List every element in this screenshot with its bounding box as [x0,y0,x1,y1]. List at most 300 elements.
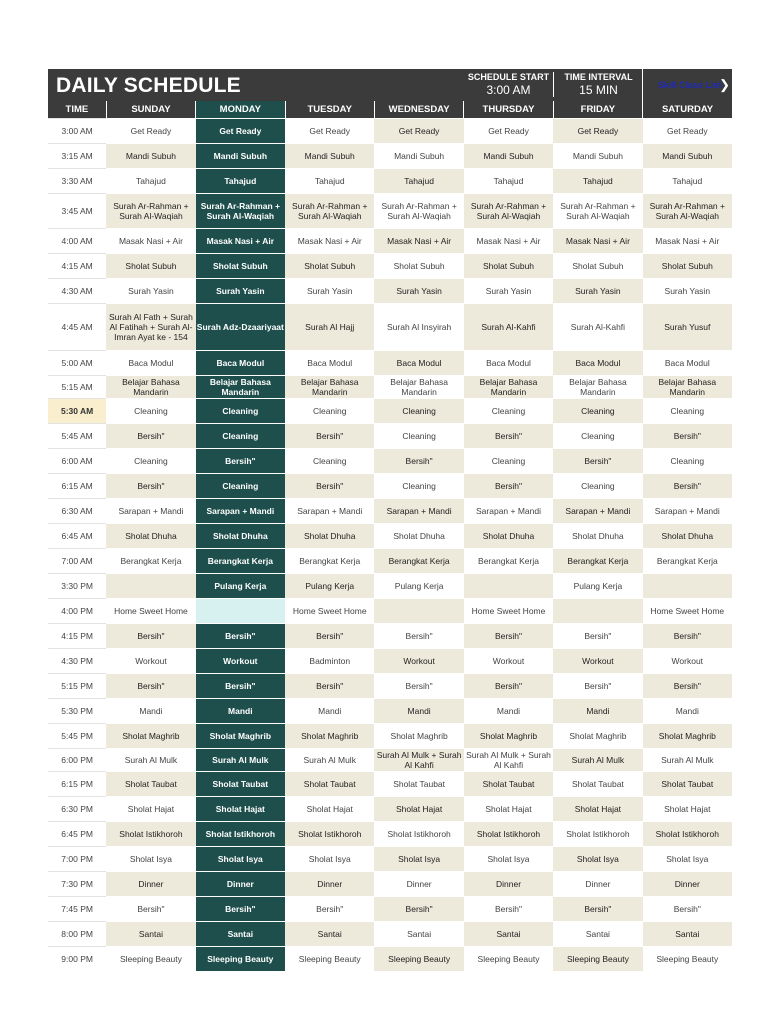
schedule-cell[interactable]: Cleaning [285,449,374,474]
schedule-cell[interactable]: Mandi [374,699,463,724]
schedule-cell[interactable]: Bersih" [106,897,195,922]
schedule-cell[interactable]: Sholat Isya [553,847,642,872]
schedule-cell[interactable]: Surah Al Mulk + Surah Al Kahfi [374,749,463,772]
schedule-cell[interactable]: Sholat Isya [196,847,285,872]
schedule-cell[interactable]: Sleeping Beauty [374,947,463,972]
schedule-cell[interactable]: Bersih" [643,624,732,649]
schedule-cell[interactable]: Sleeping Beauty [285,947,374,972]
schedule-cell[interactable]: Belajar Bahasa Mandarin [464,376,553,399]
schedule-cell[interactable]: Surah Al Mulk [285,749,374,772]
schedule-cell[interactable]: Get Ready [643,119,732,144]
table-row [48,424,732,449]
schedule-cell[interactable]: Bersih" [643,897,732,922]
schedule-cell[interactable]: Sholat Subuh [643,254,732,279]
schedule-cell[interactable]: Surah Ar-Rahman + Surah Al-Waqiah [643,194,732,229]
time-cell: 6:15 AM [48,474,106,499]
schedule-cell[interactable]: Berangkat Kerja [553,549,642,574]
title-bar [48,69,732,101]
schedule-cell[interactable]: Santai [553,922,642,947]
column-header-wednesday: WEDNESDAY [374,101,463,119]
schedule-cell[interactable]: Dinner [464,872,553,897]
time-cell: 7:00 AM [48,549,106,574]
schedule-cell[interactable]: Belajar Bahasa Mandarin [553,376,642,399]
schedule-cell[interactable]: Tahajud [643,169,732,194]
schedule-cell[interactable]: Bersih" [553,449,642,474]
table-row [48,549,732,574]
skill-class-list-label[interactable]: Skill Class List [658,80,722,90]
schedule-cell[interactable]: Home Sweet Home [285,599,374,624]
schedule-cell[interactable]: Bersih" [374,674,463,699]
time-cell: 4:00 PM [48,599,106,624]
schedule-cell[interactable]: Bersih" [374,624,463,649]
schedule-cell[interactable]: Sholat Istikhoroh [643,822,732,847]
schedule-cell[interactable]: Cleaning [643,449,732,474]
schedule-cell[interactable]: Sholat Dhuha [464,524,553,549]
schedule-cell[interactable]: Cleaning [553,399,642,424]
table-row [48,724,732,749]
time-cell: 6:00 PM [48,749,106,772]
table-row [48,797,732,822]
schedule-cell[interactable]: Sholat Istikhoroh [374,822,463,847]
schedule-cell[interactable]: Surah Yasin [643,279,732,304]
schedule-cell[interactable]: Sholat Subuh [374,254,463,279]
column-header-tuesday: TUESDAY [285,101,374,119]
chevron-right-icon[interactable]: ❯ [719,77,730,92]
schedule-cell[interactable]: Masak Nasi + Air [464,229,553,254]
schedule-cell[interactable]: Cleaning [553,424,642,449]
schedule-cell[interactable]: Sleeping Beauty [464,947,553,972]
schedule-cell[interactable]: Sleeping Beauty [553,947,642,972]
schedule-cell[interactable]: Baca Modul [374,351,463,376]
schedule-cell[interactable]: Bersih" [196,624,285,649]
schedule-cell[interactable]: Workout [464,649,553,674]
schedule-cell[interactable]: Sholat Maghrib [374,724,463,749]
schedule-cell[interactable]: Get Ready [196,119,285,144]
schedule-cell[interactable]: Dinner [196,872,285,897]
schedule-cell[interactable]: Surah Al-Kahfi [553,304,642,351]
schedule-cell[interactable]: Bersih" [464,624,553,649]
schedule-cell[interactable]: Surah Al Hajj [285,304,374,351]
schedule-cell[interactable]: Cleaning [374,424,463,449]
schedule-cell[interactable]: Sholat Dhuha [106,524,195,549]
schedule-cell[interactable]: Sholat Dhuha [643,524,732,549]
time-interval-value[interactable]: 15 MIN [579,83,618,97]
column-header-time: TIME [48,101,106,119]
schedule-cell[interactable]: Get Ready [374,119,463,144]
schedule-cell[interactable]: Mandi Subuh [106,144,195,169]
schedule-cell[interactable]: Mandi [196,699,285,724]
schedule-cell[interactable]: Home Sweet Home [106,599,195,624]
time-interval [553,72,643,97]
schedule-cell[interactable]: Santai [196,922,285,947]
schedule-cell[interactable]: Sarapan + Mandi [374,499,463,524]
schedule-cell[interactable]: Cleaning [553,474,642,499]
schedule-cell[interactable]: Bersih" [106,424,195,449]
schedule-cell[interactable]: Cleaning [285,399,374,424]
schedule-cell[interactable]: Sholat Istikhoroh [285,822,374,847]
schedule-cell[interactable]: Dinner [106,872,195,897]
schedule-cell[interactable]: Mandi Subuh [196,144,285,169]
time-cell: 4:15 AM [48,254,106,279]
schedule-cell[interactable]: Sholat Subuh [106,254,195,279]
schedule-cell[interactable]: Home Sweet Home [464,599,553,624]
schedule-cell[interactable]: Masak Nasi + Air [106,229,195,254]
schedule-cell[interactable]: Cleaning [196,474,285,499]
table-row [48,699,732,724]
schedule-cell[interactable]: Bersih" [106,674,195,699]
schedule-cell[interactable] [196,599,285,624]
schedule-cell[interactable]: Belajar Bahasa Mandarin [106,376,195,399]
table-row [48,872,732,897]
time-cell: 3:15 AM [48,144,106,169]
schedule-cell[interactable]: Cleaning [374,399,463,424]
schedule-cell[interactable]: Bersih" [196,897,285,922]
schedule-cell[interactable]: Sholat Subuh [196,254,285,279]
schedule-cell[interactable]: Sholat Dhuha [285,524,374,549]
schedule-cell[interactable] [106,574,195,599]
schedule-cell[interactable]: Cleaning [374,474,463,499]
time-cell: 5:15 AM [48,376,106,399]
table-row [48,674,732,699]
schedule-cell[interactable]: Sholat Dhuha [553,524,642,549]
schedule-cell[interactable]: Bersih" [196,449,285,474]
schedule-cell[interactable]: Sholat Istikhoroh [553,822,642,847]
schedule-cell[interactable]: Cleaning [196,424,285,449]
schedule-cell[interactable]: Belajar Bahasa Mandarin [196,376,285,399]
time-cell: 6:30 PM [48,797,106,822]
schedule-cell[interactable]: Bersih" [285,897,374,922]
schedule-cell[interactable]: Bersih" [464,674,553,699]
schedule-cell[interactable]: Baca Modul [553,351,642,376]
schedule-cell[interactable]: Sleeping Beauty [643,947,732,972]
schedule-cell[interactable]: Sholat Taubat [196,772,285,797]
schedule-cell[interactable] [553,599,642,624]
table-row [48,897,732,922]
schedule-cell[interactable]: Mandi Subuh [464,144,553,169]
schedule-cell[interactable]: Surah Al Mulk [106,749,195,772]
schedule-cell[interactable]: Masak Nasi + Air [643,229,732,254]
schedule-cell[interactable]: Sleeping Beauty [196,947,285,972]
table-row [48,922,732,947]
schedule-cell[interactable]: Surah Al Mulk + Surah Al Kahfi [464,749,553,772]
schedule-cell[interactable]: Sarapan + Mandi [106,499,195,524]
schedule-cell[interactable]: Surah Ar-Rahman + Surah Al-Waqiah [285,194,374,229]
schedule-cell[interactable]: Dinner [553,872,642,897]
time-cell: 6:00 AM [48,449,106,474]
schedule-cell[interactable]: Mandi [285,699,374,724]
schedule-cell[interactable]: Sholat Subuh [285,254,374,279]
schedule-cell[interactable]: Sholat Hajat [553,797,642,822]
schedule-cell[interactable]: Get Ready [553,119,642,144]
schedule-cell[interactable]: Cleaning [106,449,195,474]
schedule-cell[interactable]: Cleaning [464,399,553,424]
column-header-thursday: THURSDAY [464,101,553,119]
table-row [48,399,732,424]
schedule-cell[interactable]: Sarapan + Mandi [464,499,553,524]
schedule-cell[interactable]: Bersih" [553,674,642,699]
schedule-cell[interactable]: Dinner [374,872,463,897]
schedule-cell[interactable]: Surah Al Mulk [553,749,642,772]
schedule-cell[interactable]: Badminton [285,649,374,674]
schedule-cell[interactable]: Baca Modul [643,351,732,376]
schedule-cell[interactable]: Baca Modul [196,351,285,376]
schedule-cell[interactable]: Workout [553,649,642,674]
schedule-cell[interactable]: Sholat Taubat [464,772,553,797]
schedule-cell[interactable]: Mandi Subuh [285,144,374,169]
schedule-cell[interactable]: Surah Adz-Dzaariyaat [196,304,285,351]
schedule-cell[interactable]: Dinner [285,872,374,897]
schedule-cell[interactable]: Workout [106,649,195,674]
schedule-cell[interactable]: Bersih" [643,424,732,449]
table-row [48,847,732,872]
schedule-cell[interactable]: Sholat Istikhoroh [106,822,195,847]
schedule-cell[interactable]: Mandi Subuh [374,144,463,169]
table-row [48,254,732,279]
schedule-cell[interactable]: Belajar Bahasa Mandarin [643,376,732,399]
column-header-friday: FRIDAY [553,101,642,119]
schedule-start-value[interactable]: 3:00 AM [486,83,531,97]
schedule-start-label: SCHEDULE START [467,72,550,82]
schedule-cell[interactable]: Sholat Hajat [464,797,553,822]
time-cell: 5:15 PM [48,674,106,699]
time-cell: 5:00 AM [48,351,106,376]
table-row [48,194,732,229]
time-cell: 3:45 AM [48,194,106,229]
schedule-cell[interactable]: Masak Nasi + Air [374,229,463,254]
schedule-cell[interactable] [643,574,732,599]
column-header-sunday: SUNDAY [106,101,195,119]
schedule-cell[interactable]: Surah Yasin [374,279,463,304]
schedule-cell[interactable]: Masak Nasi + Air [196,229,285,254]
schedule-cell[interactable]: Surah Al-Kahfi [464,304,553,351]
time-cell: 4:30 PM [48,649,106,674]
schedule-cell[interactable]: Bersih" [196,674,285,699]
schedule-cell[interactable]: Tahajud [106,169,195,194]
schedule-cell[interactable]: Bersih" [285,674,374,699]
schedule-cell[interactable]: Home Sweet Home [643,599,732,624]
schedule-cell[interactable]: Mandi [643,699,732,724]
schedule-cell[interactable]: Berangkat Kerja [374,549,463,574]
schedule-cell[interactable]: Tahajud [196,169,285,194]
time-cell: 6:30 AM [48,499,106,524]
schedule-cell[interactable]: Surah Al Mulk [643,749,732,772]
schedule-cell[interactable]: Bersih" [643,474,732,499]
table-row [48,169,732,194]
table-row [48,279,732,304]
schedule-cell[interactable]: Sholat Taubat [553,772,642,797]
schedule-cell[interactable]: Surah Yasin [553,279,642,304]
header-row [48,101,732,119]
schedule-cell[interactable]: Mandi [464,699,553,724]
schedule-cell[interactable]: Tahajud [374,169,463,194]
schedule-cell[interactable]: Pulang Kerja [374,574,463,599]
schedule-cell[interactable]: Workout [643,649,732,674]
schedule-cell[interactable]: Baca Modul [285,351,374,376]
schedule-cell[interactable]: Bersih" [464,424,553,449]
schedule-cell[interactable]: Bersih" [374,897,463,922]
schedule-cell[interactable]: Get Ready [106,119,195,144]
schedule-sheet [48,69,732,971]
schedule-cell[interactable]: Sholat Isya [464,847,553,872]
schedule-cell[interactable]: Pulang Kerja [196,574,285,599]
schedule-cell[interactable]: Berangkat Kerja [196,549,285,574]
schedule-cell[interactable]: Sholat Hajat [374,797,463,822]
schedule-cell[interactable]: Surah Ar-Rahman + Surah Al-Waqiah [106,194,195,229]
schedule-cell[interactable]: Sholat Taubat [643,772,732,797]
time-cell: 7:00 PM [48,847,106,872]
schedule-cell[interactable]: Berangkat Kerja [464,549,553,574]
schedule-cell[interactable]: Sholat Isya [374,847,463,872]
schedule-cell[interactable]: Sholat Maghrib [553,724,642,749]
schedule-cell[interactable]: Sarapan + Mandi [285,499,374,524]
table-row [48,574,732,599]
schedule-cell[interactable]: Sholat Taubat [374,772,463,797]
schedule-cell[interactable]: Bersih" [464,897,553,922]
schedule-cell[interactable]: Santai [285,922,374,947]
schedule-cell[interactable]: Cleaning [106,399,195,424]
schedule-cell[interactable]: Surah Yusuf [643,304,732,351]
table-row [48,229,732,254]
time-cell: 5:45 AM [48,424,106,449]
table-row [48,947,732,972]
schedule-cell[interactable]: Surah Yasin [285,279,374,304]
schedule-cell[interactable]: Surah Al Mulk [196,749,285,772]
schedule-cell[interactable]: Santai [374,922,463,947]
schedule-cell[interactable]: Bersih" [643,674,732,699]
schedule-cell[interactable]: Sholat Subuh [464,254,553,279]
schedule-cell[interactable]: Tahajud [285,169,374,194]
schedule-cell[interactable]: Sholat Maghrib [464,724,553,749]
schedule-cell[interactable]: Belajar Bahasa Mandarin [374,376,463,399]
schedule-cell[interactable]: Dinner [643,872,732,897]
column-header-monday: MONDAY [196,101,285,119]
schedule-cell[interactable]: Workout [374,649,463,674]
schedule-cell[interactable]: Berangkat Kerja [643,549,732,574]
table-row [48,304,732,351]
schedule-cell[interactable]: Get Ready [464,119,553,144]
schedule-cell[interactable]: Mandi Subuh [553,144,642,169]
table-row [48,119,732,144]
schedule-cell[interactable]: Cleaning [464,449,553,474]
table-row [48,499,732,524]
schedule-cell[interactable] [374,599,463,624]
schedule-cell[interactable]: Sarapan + Mandi [553,499,642,524]
schedule-cell[interactable]: Sholat Hajat [196,797,285,822]
table-row [48,624,732,649]
schedule-cell[interactable]: Bersih" [106,474,195,499]
schedule-cell[interactable]: Berangkat Kerja [106,549,195,574]
schedule-cell[interactable]: Sholat Maghrib [196,724,285,749]
schedule-cell[interactable]: Pulang Kerja [285,574,374,599]
schedule-cell[interactable]: Sholat Taubat [285,772,374,797]
table-row [48,649,732,674]
schedule-cell[interactable]: Belajar Bahasa Mandarin [285,376,374,399]
schedule-cell[interactable]: Sholat Maghrib [285,724,374,749]
time-cell: 8:00 PM [48,922,106,947]
schedule-cell[interactable]: Sleeping Beauty [106,947,195,972]
schedule-cell[interactable]: Surah Al Insyirah [374,304,463,351]
page-title: DAILY SCHEDULE [56,74,241,97]
schedule-cell[interactable]: Cleaning [196,399,285,424]
schedule-cell[interactable]: Sholat Maghrib [106,724,195,749]
schedule-cell[interactable] [464,574,553,599]
schedule-cell[interactable]: Pulang Kerja [553,574,642,599]
schedule-cell[interactable]: Bersih" [285,624,374,649]
schedule-cell[interactable]: Surah Yasin [464,279,553,304]
time-cell: 7:30 PM [48,872,106,897]
schedule-cell[interactable]: Mandi [106,699,195,724]
schedule-cell[interactable]: Sarapan + Mandi [643,499,732,524]
time-cell: 6:45 AM [48,524,106,549]
schedule-cell[interactable]: Surah Yasin [196,279,285,304]
schedule-cell[interactable]: Sholat Dhuha [196,524,285,549]
schedule-cell[interactable]: Bersih" [553,624,642,649]
schedule-cell[interactable]: Santai [106,922,195,947]
skill-class-list-link[interactable] [642,69,733,101]
schedule-cell[interactable]: Get Ready [285,119,374,144]
schedule-cell[interactable]: Sholat Maghrib [643,724,732,749]
schedule-cell[interactable]: Baca Modul [464,351,553,376]
time-cell: 5:30 PM [48,699,106,724]
time-cell: 5:30 AM [48,399,106,424]
schedule-body [48,119,732,972]
schedule-cell[interactable]: Cleaning [643,399,732,424]
schedule-cell[interactable]: Surah Ar-Rahman + Surah Al-Waqiah [196,194,285,229]
schedule-cell[interactable]: Sholat Istikhoroh [196,822,285,847]
schedule-cell[interactable]: Sholat Hajat [285,797,374,822]
schedule-cell[interactable]: Bersih" [285,424,374,449]
schedule-cell[interactable]: Bersih" [374,449,463,474]
schedule-cell[interactable]: Bersih" [553,897,642,922]
time-cell: 4:15 PM [48,624,106,649]
schedule-cell[interactable]: Bersih" [285,474,374,499]
schedule-cell[interactable]: Sholat Subuh [553,254,642,279]
time-cell: 6:45 PM [48,822,106,847]
schedule-cell[interactable]: Masak Nasi + Air [553,229,642,254]
schedule-cell[interactable]: Sholat Istikhoroh [464,822,553,847]
schedule-cell[interactable]: Tahajud [553,169,642,194]
schedule-cell[interactable]: Surah Ar-Rahman + Surah Al-Waqiah [553,194,642,229]
schedule-cell[interactable]: Surah Ar-Rahman + Surah Al-Waqiah [464,194,553,229]
table-row [48,449,732,474]
time-interval-label: TIME INTERVAL [564,72,633,82]
table-row [48,376,732,399]
table-row [48,474,732,499]
schedule-cell[interactable]: Surah Al Fath + Surah Al Fatihah + Surah Al-Imran Ayat ke - 154 [106,304,195,351]
schedule-cell[interactable]: Sholat Isya [106,847,195,872]
schedule-cell[interactable]: Bersih" [106,624,195,649]
schedule-cell[interactable]: Sholat Isya [285,847,374,872]
schedule-cell[interactable]: Berangkat Kerja [285,549,374,574]
schedule-cell[interactable]: Santai [464,922,553,947]
schedule-cell[interactable]: Surah Ar-Rahman + Surah Al-Waqiah [374,194,463,229]
schedule-cell[interactable]: Baca Modul [106,351,195,376]
schedule-cell[interactable]: Bersih" [464,474,553,499]
schedule-cell[interactable]: Sholat Hajat [106,797,195,822]
schedule-cell[interactable]: Tahajud [464,169,553,194]
schedule-cell[interactable]: Workout [196,649,285,674]
schedule-cell[interactable]: Sholat Dhuha [374,524,463,549]
schedule-cell[interactable]: Sholat Isya [643,847,732,872]
schedule-cell[interactable]: Mandi [553,699,642,724]
schedule-cell[interactable]: Sarapan + Mandi [196,499,285,524]
schedule-cell[interactable]: Sholat Taubat [106,772,195,797]
schedule-cell[interactable]: Surah Yasin [106,279,195,304]
schedule-cell[interactable]: Mandi Subuh [643,144,732,169]
schedule-cell[interactable]: Santai [643,922,732,947]
schedule-cell[interactable]: Masak Nasi + Air [285,229,374,254]
schedule-cell[interactable]: Sholat Hajat [643,797,732,822]
